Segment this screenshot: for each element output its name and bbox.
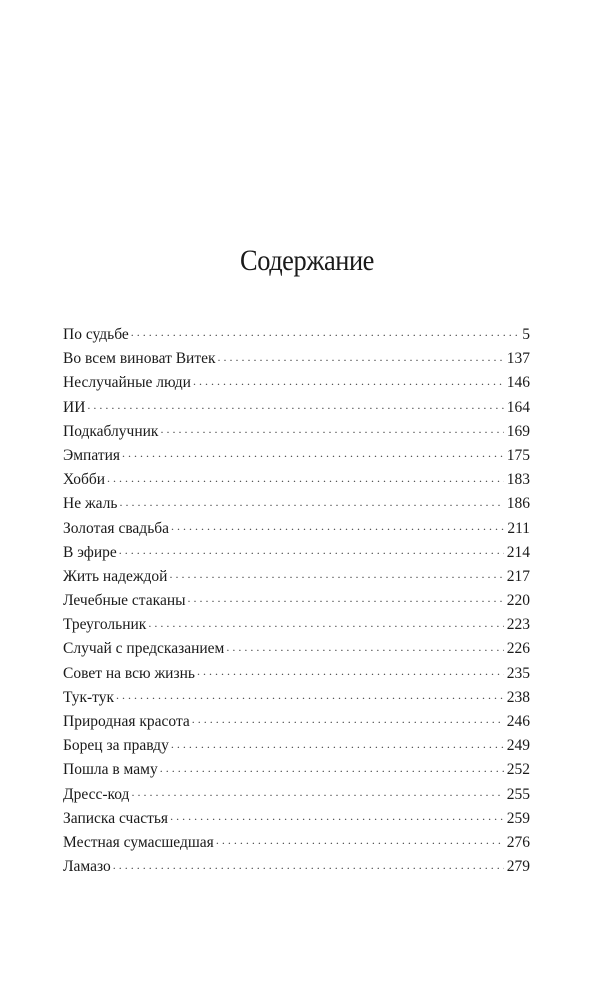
toc-entry (63, 637, 530, 661)
toc-entry-page-number: 246 (506, 713, 530, 730)
toc-entry (63, 565, 530, 589)
toc-entry-title: Лечебные стаканы (63, 592, 186, 610)
toc-entry-title: Золотая свадьба (63, 519, 170, 537)
toc-title: Содержание (240, 244, 374, 277)
toc-entry-title: Во всем виноват Витек (63, 350, 216, 368)
toc-entry-page-number: 169 (506, 422, 530, 440)
toc-entry-page-number: 186 (506, 495, 530, 513)
toc-entry (63, 420, 530, 444)
toc-entry-page-number: 249 (506, 737, 530, 755)
toc-entry-title: Тук-тук (63, 688, 114, 706)
toc-entry (63, 323, 530, 347)
toc-entry-page-number: 238 (506, 688, 530, 706)
toc-entry-page-number: 255 (506, 785, 530, 803)
toc-entry (63, 831, 530, 855)
dot-leader (160, 420, 503, 436)
toc-entry-page-number: 175 (506, 446, 530, 464)
toc-entry (63, 371, 530, 395)
toc-entry (63, 444, 530, 468)
toc-entry (63, 855, 530, 879)
toc-entry-title: В эфире (63, 543, 117, 561)
toc-entry-page-number: 252 (506, 761, 530, 779)
toc-entry (63, 613, 530, 637)
dot-leader (193, 372, 504, 388)
toc-entry (63, 468, 530, 492)
toc-entry-page-number: 279 (506, 858, 530, 876)
toc-entry-page-number: 217 (506, 567, 530, 585)
dot-leader (160, 759, 504, 775)
toc-entry-title: ИИ (63, 398, 86, 416)
dot-leader (197, 662, 504, 678)
toc-entry-title: Местная сумасшедшая (63, 833, 214, 851)
toc-entry-title: Борец за правду (63, 737, 169, 755)
toc-entry (63, 807, 530, 831)
toc-entry (63, 541, 530, 565)
toc-entry-page-number: 146 (506, 374, 530, 392)
toc-entry-title: По судьбе (63, 326, 129, 343)
toc-entry (63, 734, 530, 758)
toc-entry (63, 589, 530, 613)
toc-entry-title: Пошла в маму (63, 761, 158, 779)
toc-entry-page-number: 183 (506, 471, 530, 489)
dot-leader (122, 444, 504, 460)
toc-entry (63, 347, 530, 371)
toc-entry-page-number: 220 (506, 592, 530, 610)
toc-entry-title: Неслучайные люди (63, 374, 191, 392)
dot-leader (87, 396, 503, 412)
toc-entry-page-number: 214 (506, 543, 530, 561)
dot-leader (169, 565, 503, 581)
toc-entry-title: Эмпатия (63, 446, 121, 464)
dot-leader (170, 807, 504, 823)
toc-entry-title: Треугольник (63, 616, 147, 634)
toc-entry-page-number: 235 (506, 664, 530, 682)
toc-entry-title: Жить надеждой (63, 567, 168, 585)
dot-leader (171, 517, 504, 533)
dot-leader (188, 590, 504, 606)
toc-entry-title: Ламазо (63, 858, 111, 876)
dot-leader (113, 856, 504, 872)
dot-leader (131, 324, 519, 340)
toc-entry (63, 517, 530, 541)
toc-entry-title: Хобби (63, 471, 106, 489)
toc-entry (63, 710, 530, 734)
dot-leader (148, 614, 503, 630)
dot-leader (171, 735, 504, 751)
dot-leader (192, 711, 504, 727)
dot-leader (119, 541, 504, 557)
toc-entry-page-number: 276 (506, 833, 530, 851)
toc-entry-title: Не жаль (63, 495, 118, 513)
dot-leader (218, 348, 504, 364)
toc-list (63, 323, 530, 879)
toc-entry (63, 783, 530, 807)
dot-leader (107, 469, 504, 485)
toc-entry (63, 396, 530, 420)
toc-entry (63, 758, 530, 782)
toc-entry-title: Подкаблучник (63, 422, 159, 440)
dot-leader (216, 831, 504, 847)
toc-entry-title: Совет на всю жизнь (63, 664, 195, 682)
toc-entry-title: Природная красота (63, 713, 190, 730)
dot-leader (131, 783, 503, 799)
dot-leader (226, 638, 503, 654)
toc-entry-title: Дресс-код (63, 785, 130, 803)
toc-entry-page-number: 5 (522, 326, 530, 343)
toc-entry-page-number: 259 (506, 809, 530, 827)
toc-entry-page-number: 164 (506, 398, 530, 416)
dot-leader (116, 686, 504, 702)
toc-entry-page-number: 137 (506, 350, 530, 368)
toc-entry (63, 662, 530, 686)
toc-entry-page-number: 211 (507, 519, 530, 537)
toc-entry-title: Случай с предсказанием (63, 640, 225, 658)
toc-entry (63, 492, 530, 516)
toc-entry-page-number: 226 (506, 640, 530, 658)
toc-entry-title: Записка счастья (63, 809, 169, 827)
toc-entry (63, 686, 530, 710)
toc-entry-page-number: 223 (506, 616, 530, 634)
dot-leader (119, 493, 503, 509)
